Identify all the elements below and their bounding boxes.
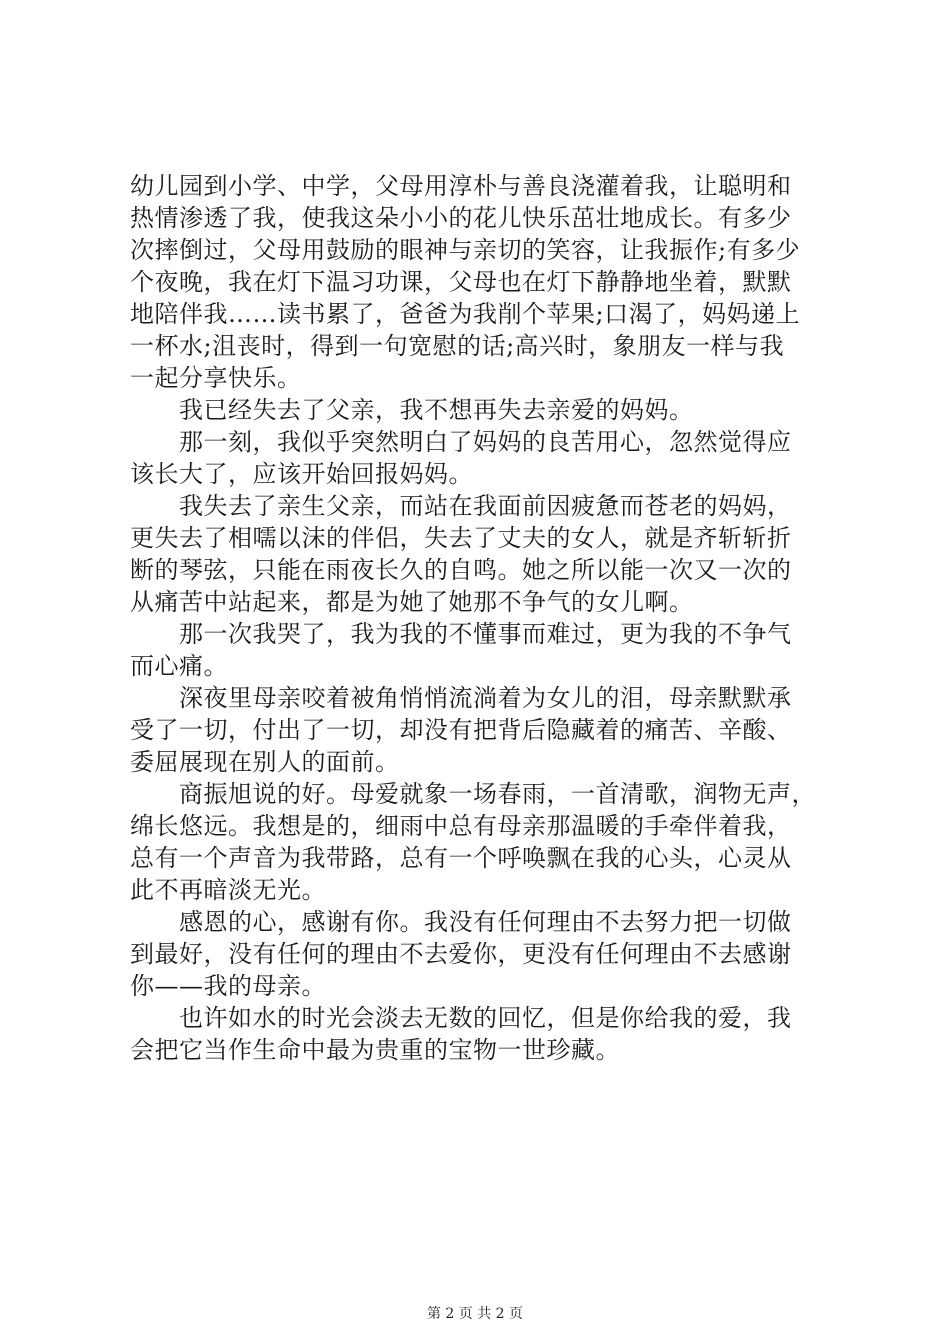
text-line: 此不再暗淡无光。 — [130, 876, 326, 904]
text-line: 从痛苦中站起来，都是为她了她那不争气的女儿啊。 — [130, 588, 694, 616]
page-number: 第 2 页 共 2 页 — [426, 1306, 524, 1322]
text-line: 委屈展现在别人的面前。 — [130, 748, 400, 776]
text-line: 深夜里母亲咬着被角悄悄流淌着为女儿的泪，母亲默默承 — [130, 684, 792, 712]
text-line: 你——我的母亲。 — [130, 972, 326, 1000]
text-line: 我已经失去了父亲，我不想再失去亲爱的妈妈。 — [130, 396, 694, 424]
page-footer — [0, 1304, 950, 1324]
text-line: 感恩的心，感谢有你。我没有任何理由不去努力把一切做 — [130, 908, 792, 936]
text-line: 该长大了，应该开始回报妈妈。 — [130, 460, 473, 488]
text-line: 会把它当作生命中最为贵重的宝物一世珍藏。 — [130, 1036, 620, 1064]
text-line: 地陪伴我……读书累了，爸爸为我削个苹果;口渴了，妈妈递上 — [130, 300, 801, 328]
text-line: 也许如水的时光会淡去无数的回忆，但是你给我的爱，我 — [130, 1004, 792, 1032]
text-line: 到最好，没有任何的理由不去爱你，更没有任何理由不去感谢 — [130, 940, 792, 968]
text-line: 更失去了相嚅以沫的伴侣，失去了丈夫的女人，就是齐斩斩折 — [130, 524, 792, 552]
text-line: 一起分享快乐。 — [130, 364, 302, 392]
text-line: 绵长悠远。我想是的，细雨中总有母亲那温暖的手牵伴着我， — [130, 812, 792, 840]
text-line: 商振旭说的好。母爱就象一场春雨，一首清歌，润物无声， — [130, 780, 816, 808]
text-line: 次摔倒过，父母用鼓励的眼神与亲切的笑容，让我振作;有多少 — [130, 236, 801, 264]
document-body — [130, 170, 830, 1066]
text-line: 总有一个声音为我带路，总有一个呼唤飘在我的心头，心灵从 — [130, 844, 792, 872]
text-line: 个夜晚，我在灯下温习功课，父母也在灯下静静地坐着，默默 — [130, 268, 792, 296]
text-line: 幼儿园到小学、中学，父母用淳朴与善良浇灌着我，让聪明和 — [130, 172, 792, 200]
text-line: 我失去了亲生父亲，而站在我面前因疲惫而苍老的妈妈， — [130, 492, 792, 520]
text-line: 一杯水;沮丧时，得到一句宽慰的话;高兴时，象朋友一样与我 — [130, 332, 785, 360]
text-line: 那一刻，我似乎突然明白了妈妈的良苦用心，忽然觉得应 — [130, 428, 792, 456]
text-line: 受了一切，付出了一切，却没有把背后隐藏着的痛苦、辛酸、 — [130, 716, 792, 744]
text-line: 那一次我哭了，我为我的不懂事而难过，更为我的不争气 — [130, 620, 792, 648]
text-line: 热情渗透了我，使我这朵小小的花儿快乐茁壮地成长。有多少 — [130, 204, 792, 232]
text-line: 断的琴弦，只能在雨夜长久的自鸣。她之所以能一次又一次的 — [130, 556, 792, 584]
text-line: 而心痛。 — [130, 652, 228, 680]
